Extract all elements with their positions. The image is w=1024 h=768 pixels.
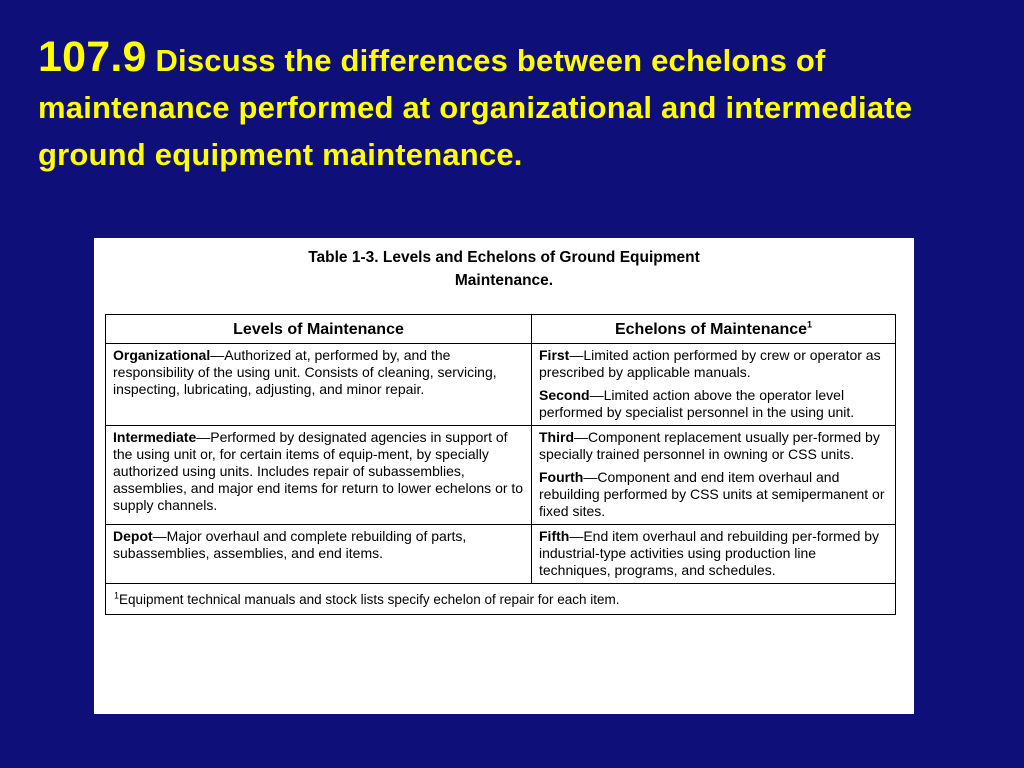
table-document-panel [94,238,914,714]
level-cell-organizational [106,344,532,426]
echelon-term: Second [539,387,590,403]
echelon-description: —Component and end item overhaul and rebuilding performed by CSS units at semipermanent or fixed sites. [539,469,885,519]
echelon-cell-organizational [532,344,896,426]
echelon-cell-depot [532,525,896,584]
echelon-description: —Limited action above the operator level performed by specialist personnel in the using unit. [539,387,855,420]
echelon-cell-intermediate [532,426,896,525]
footnote-text: Equipment technical manuals and stock lists specify echelon of repair for each item. [119,592,620,607]
maintenance-table [105,314,896,615]
level-cell-intermediate [106,426,532,525]
table-footnote-row [106,584,896,615]
level-term: Organizational [113,347,211,363]
echelon-term: Fifth [539,528,570,544]
echelon-term: Fourth [539,469,584,485]
echelon-description: —Component replacement usually per-formed by specially trained personnel in owning or CSS units. [539,429,880,462]
question-text: Discuss the differences between echelons of maintenance performed at organizational and intermediate ground equipment maintenance. [38,43,913,172]
table-row [106,344,896,426]
table-footnote [106,584,896,615]
question-number: 107.9 [38,33,147,81]
column-header-echelons-label: Echelons of Maintenance [614,320,808,338]
table-caption-line-2: Maintenance. [454,272,554,289]
column-header-echelons [532,315,896,344]
footnote-marker: 1 [114,590,120,601]
table-row [106,426,896,525]
table-row [106,525,896,584]
level-description: —Major overhaul and complete rebuilding of parts, subassemblies, assemblies, and end items. [113,528,467,561]
level-description: —Authorized at, performed by, and the responsibility of the using unit. Consists of cleaning, servicing, inspecting, lubricating, adjusting, and minor repair. [113,347,497,397]
table-caption-line-1: Table 1-3. Levels and Echelons of Ground Equipment [308,249,700,266]
level-term: Depot [113,528,153,544]
table-header-row [106,315,896,344]
echelon-term: First [539,347,570,363]
column-header-footnote-marker: 1 [807,319,813,330]
table-caption [94,246,914,292]
level-term: Intermediate [113,429,197,445]
level-cell-depot [106,525,532,584]
echelon-description: —Limited action performed by crew or operator as prescribed by applicable manuals. [539,347,881,380]
level-description: —Performed by designated agencies in support of the using unit or, for certain items of equip-ment, by specially authorized using units. Includes repair of subassemblies, assemblies, and major end items for return to lower echelons or to supply channels. [113,429,524,513]
echelon-description: —End item overhaul and rebuilding per-formed by industrial-type activities using production line techniques, programs, and schedules. [539,528,880,578]
column-header-levels: Levels of Maintenance [106,315,532,344]
echelon-term: Third [539,429,574,445]
slide-heading [38,34,998,178]
